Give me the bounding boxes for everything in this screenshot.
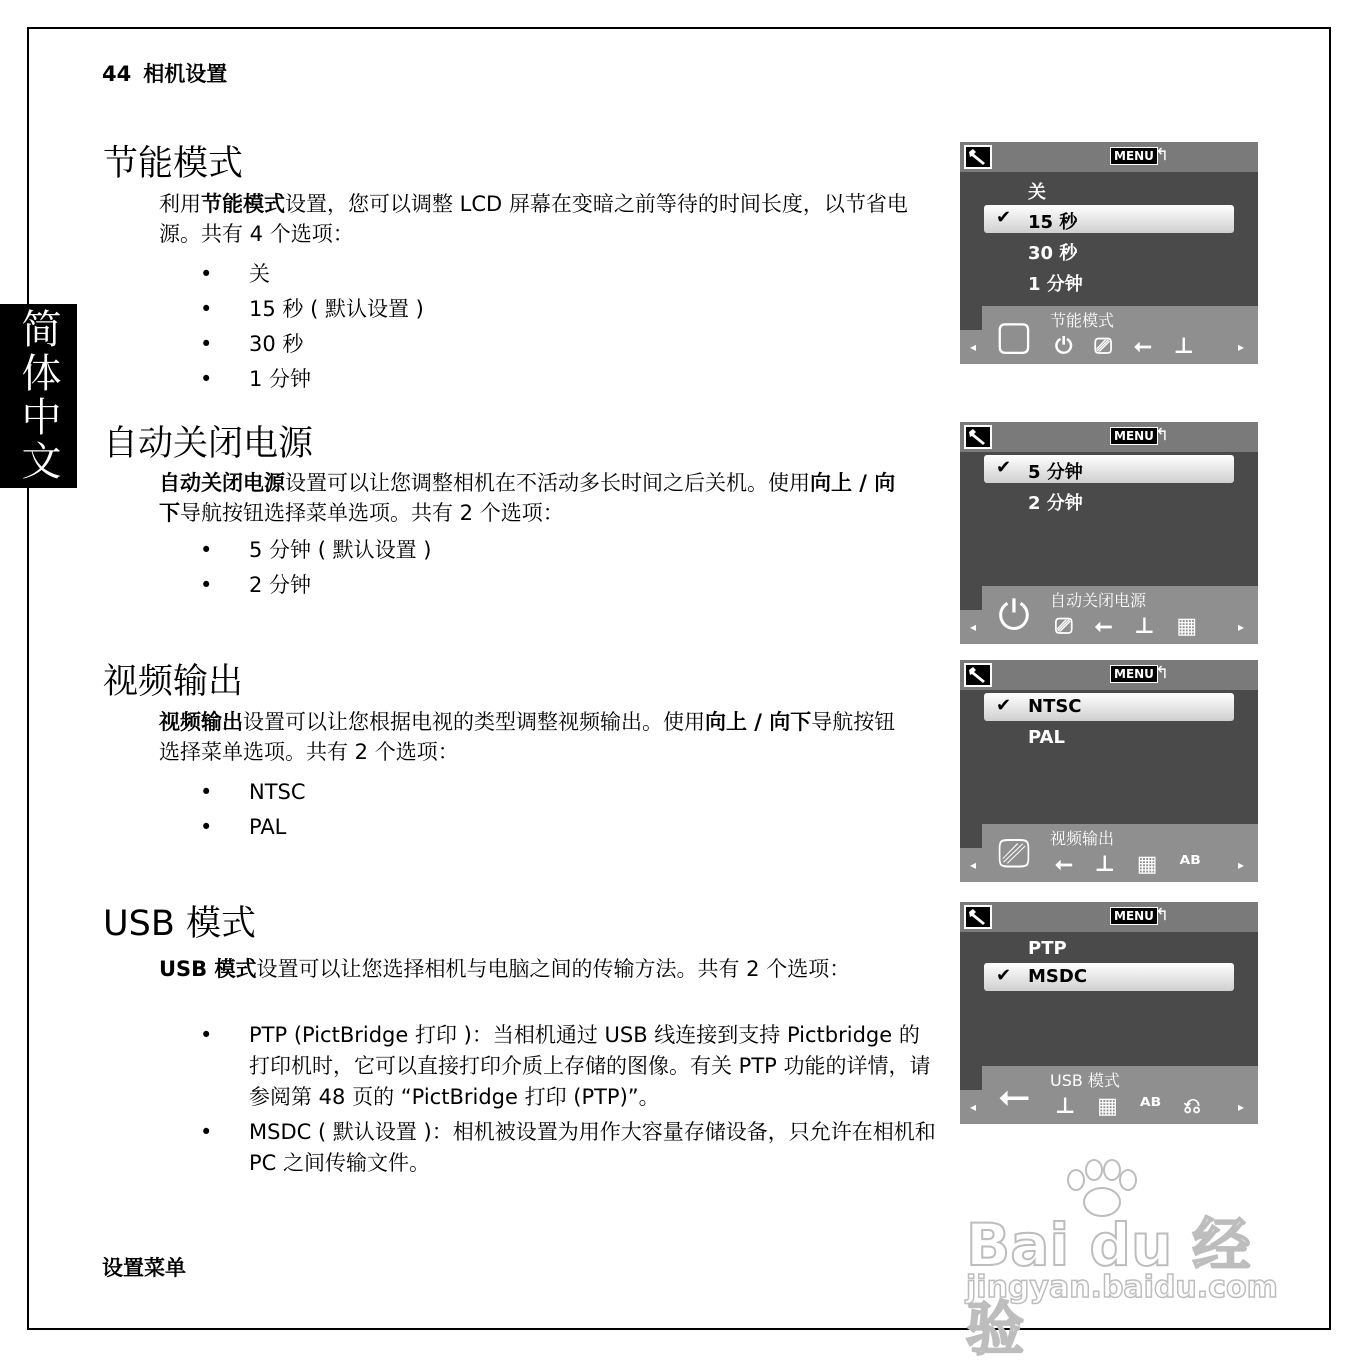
power-icon: ⏻ [1055, 334, 1073, 359]
page-header [102, 58, 227, 88]
language-tab: 简体中文 [0, 304, 77, 488]
check-icon: ✔ [996, 695, 1012, 716]
video-out-description: 视频输出设置可以让您根据电视的类型调整视频输出。使用向上 / 向下导航按钮选择菜单选项。共有 2 个选项： [159, 710, 896, 764]
list-item: • PAL [200, 810, 306, 845]
watermark-brand: Bai du 经验 [966, 1211, 1251, 1363]
menu-item: 2 分钟 [1028, 493, 1083, 514]
chapter-title: 相机设置 [143, 62, 228, 86]
back-arrow-icon: ↰ [1155, 425, 1170, 445]
datetime-icon: ▦ [1097, 1094, 1118, 1119]
selected-menu-item: ✔ 5 分钟 [984, 455, 1234, 483]
menu-label: MENU [1110, 147, 1158, 165]
menu-item: 1 分钟 [1028, 274, 1083, 295]
screen-video-out [960, 660, 1258, 882]
section-title-auto-off: 自动关闭电源 [103, 424, 314, 464]
list-item: • 关 [200, 257, 424, 292]
print-icon: ⊥ [1094, 852, 1115, 877]
screen-usb-mode [960, 902, 1258, 1124]
tv-icon: ⎚ [1094, 334, 1113, 359]
screen-caption: 视频输出 [1050, 829, 1115, 848]
right-arrow-icon: ▸ [1237, 1100, 1244, 1114]
left-arrow-icon: ◂ [970, 1100, 977, 1114]
auto-off-options [200, 533, 431, 603]
usb-icon: ⭠ [982, 1066, 1048, 1124]
wrench-icon [964, 425, 992, 449]
print-icon: ⊥ [1173, 334, 1194, 359]
page-footer: 设置菜单 [102, 1256, 186, 1280]
print-icon: ⊥ [1055, 1094, 1076, 1119]
menu-label: MENU [1110, 907, 1158, 925]
section-title-usb-mode: USB 模式 [103, 904, 256, 944]
list-item: • 15 秒 ( 默认设置 ) [200, 292, 424, 327]
list-item: • MSDC ( 默认设置 )：相机被设置为用作大容量存储设备，只允许在相机和 PC 之间传输文件。 [200, 1117, 939, 1179]
menu-item: 30 秒 [1028, 243, 1078, 264]
screen-caption: USB 模式 [1050, 1071, 1120, 1090]
back-arrow-icon: ↰ [1155, 663, 1170, 683]
print-icon: ⊥ [1134, 614, 1155, 639]
wrench-icon [964, 905, 992, 929]
power-icon: ⏻ [982, 586, 1048, 644]
language-icon: ᴬᴮ [1179, 852, 1201, 877]
left-arrow-icon: ◂ [970, 340, 977, 354]
left-arrow-icon: ◂ [970, 620, 977, 634]
check-icon: ✔ [996, 457, 1012, 478]
power-save-description: 利用节能模式设置，您可以调整 LCD 屏幕在变暗之前等待的时间长度，以节省电源。共有 4 个选项： [159, 192, 908, 246]
menu-label: MENU [1110, 427, 1158, 445]
screen-auto-off [960, 422, 1258, 644]
menu-item: 关 [1028, 182, 1046, 203]
tv-icon: ⎚ [982, 824, 1048, 882]
selected-menu-item: ✔ MSDC [984, 963, 1234, 991]
auto-off-description: 自动关闭电源设置可以让您调整相机在不活动多长时间之后关机。使用向上 / 向下导航按钮选择菜单选项。共有 2 个选项： [159, 471, 896, 525]
tv-icon: ⎚ [1055, 614, 1073, 639]
screen-power-save [960, 142, 1258, 364]
datetime-icon: ▦ [1136, 852, 1158, 877]
back-arrow-icon: ↰ [1155, 905, 1170, 925]
power-save-options [200, 257, 424, 397]
watermark-url: jingyan.baidu.com [966, 1270, 1278, 1305]
screen-caption: 节能模式 [1050, 311, 1115, 330]
list-item: • 2 分钟 [200, 568, 431, 603]
selected-menu-item: ✔ NTSC [984, 693, 1234, 721]
check-icon: ✔ [996, 207, 1012, 228]
list-item: • 5 分钟 ( 默认设置 ) [200, 533, 431, 568]
reset-icon: ⎌ [1183, 1094, 1201, 1119]
list-item: • PTP (PictBridge 打印 )：当相机通过 USB 线连接到支持 Pictbridge 的打印机时，它可以直接打印介质上存储的图像。有关 PTP 功能的详情，请参阅第 48 页的 “PictBridge 打印 (PTP)”。 [200, 1020, 939, 1113]
selected-menu-item: ✔ 15 秒 [984, 205, 1234, 233]
menu-item: PAL [1028, 727, 1065, 748]
usb-mode-description: USB 模式设置可以让您选择相机与电脑之间的传输方法。共有 2 个选项： [159, 957, 851, 981]
usb-icon: ⭠ [1134, 334, 1152, 359]
section-title-video-out: 视频输出 [103, 662, 244, 702]
back-arrow-icon: ↰ [1155, 145, 1170, 165]
right-arrow-icon: ▸ [1237, 858, 1244, 872]
page-number: 44 [102, 62, 132, 86]
baidu-watermark [966, 1158, 1286, 1363]
list-item: • 1 分钟 [200, 362, 424, 397]
screen-caption: 自动关闭电源 [1050, 591, 1147, 610]
menu-label: MENU [1110, 665, 1158, 683]
list-item: • 30 秒 [200, 327, 424, 362]
list-item: • NTSC [200, 775, 306, 810]
check-icon: ✔ [996, 965, 1012, 986]
datetime-icon: ▦ [1176, 614, 1198, 639]
menu-item: PTP [1028, 938, 1067, 959]
section-title-power-save: 节能模式 [103, 144, 244, 184]
usb-mode-options [200, 1020, 939, 1179]
usb-icon: ⭠ [1094, 614, 1113, 639]
lcd-icon: ▢ [982, 306, 1048, 364]
wrench-icon [964, 145, 992, 169]
video-out-options [200, 775, 306, 845]
right-arrow-icon: ▸ [1237, 340, 1244, 354]
left-arrow-icon: ◂ [970, 858, 977, 872]
usb-icon: ⭠ [1055, 852, 1073, 877]
wrench-icon [964, 663, 992, 687]
language-icon: ᴬᴮ [1139, 1094, 1162, 1119]
right-arrow-icon: ▸ [1237, 620, 1244, 634]
